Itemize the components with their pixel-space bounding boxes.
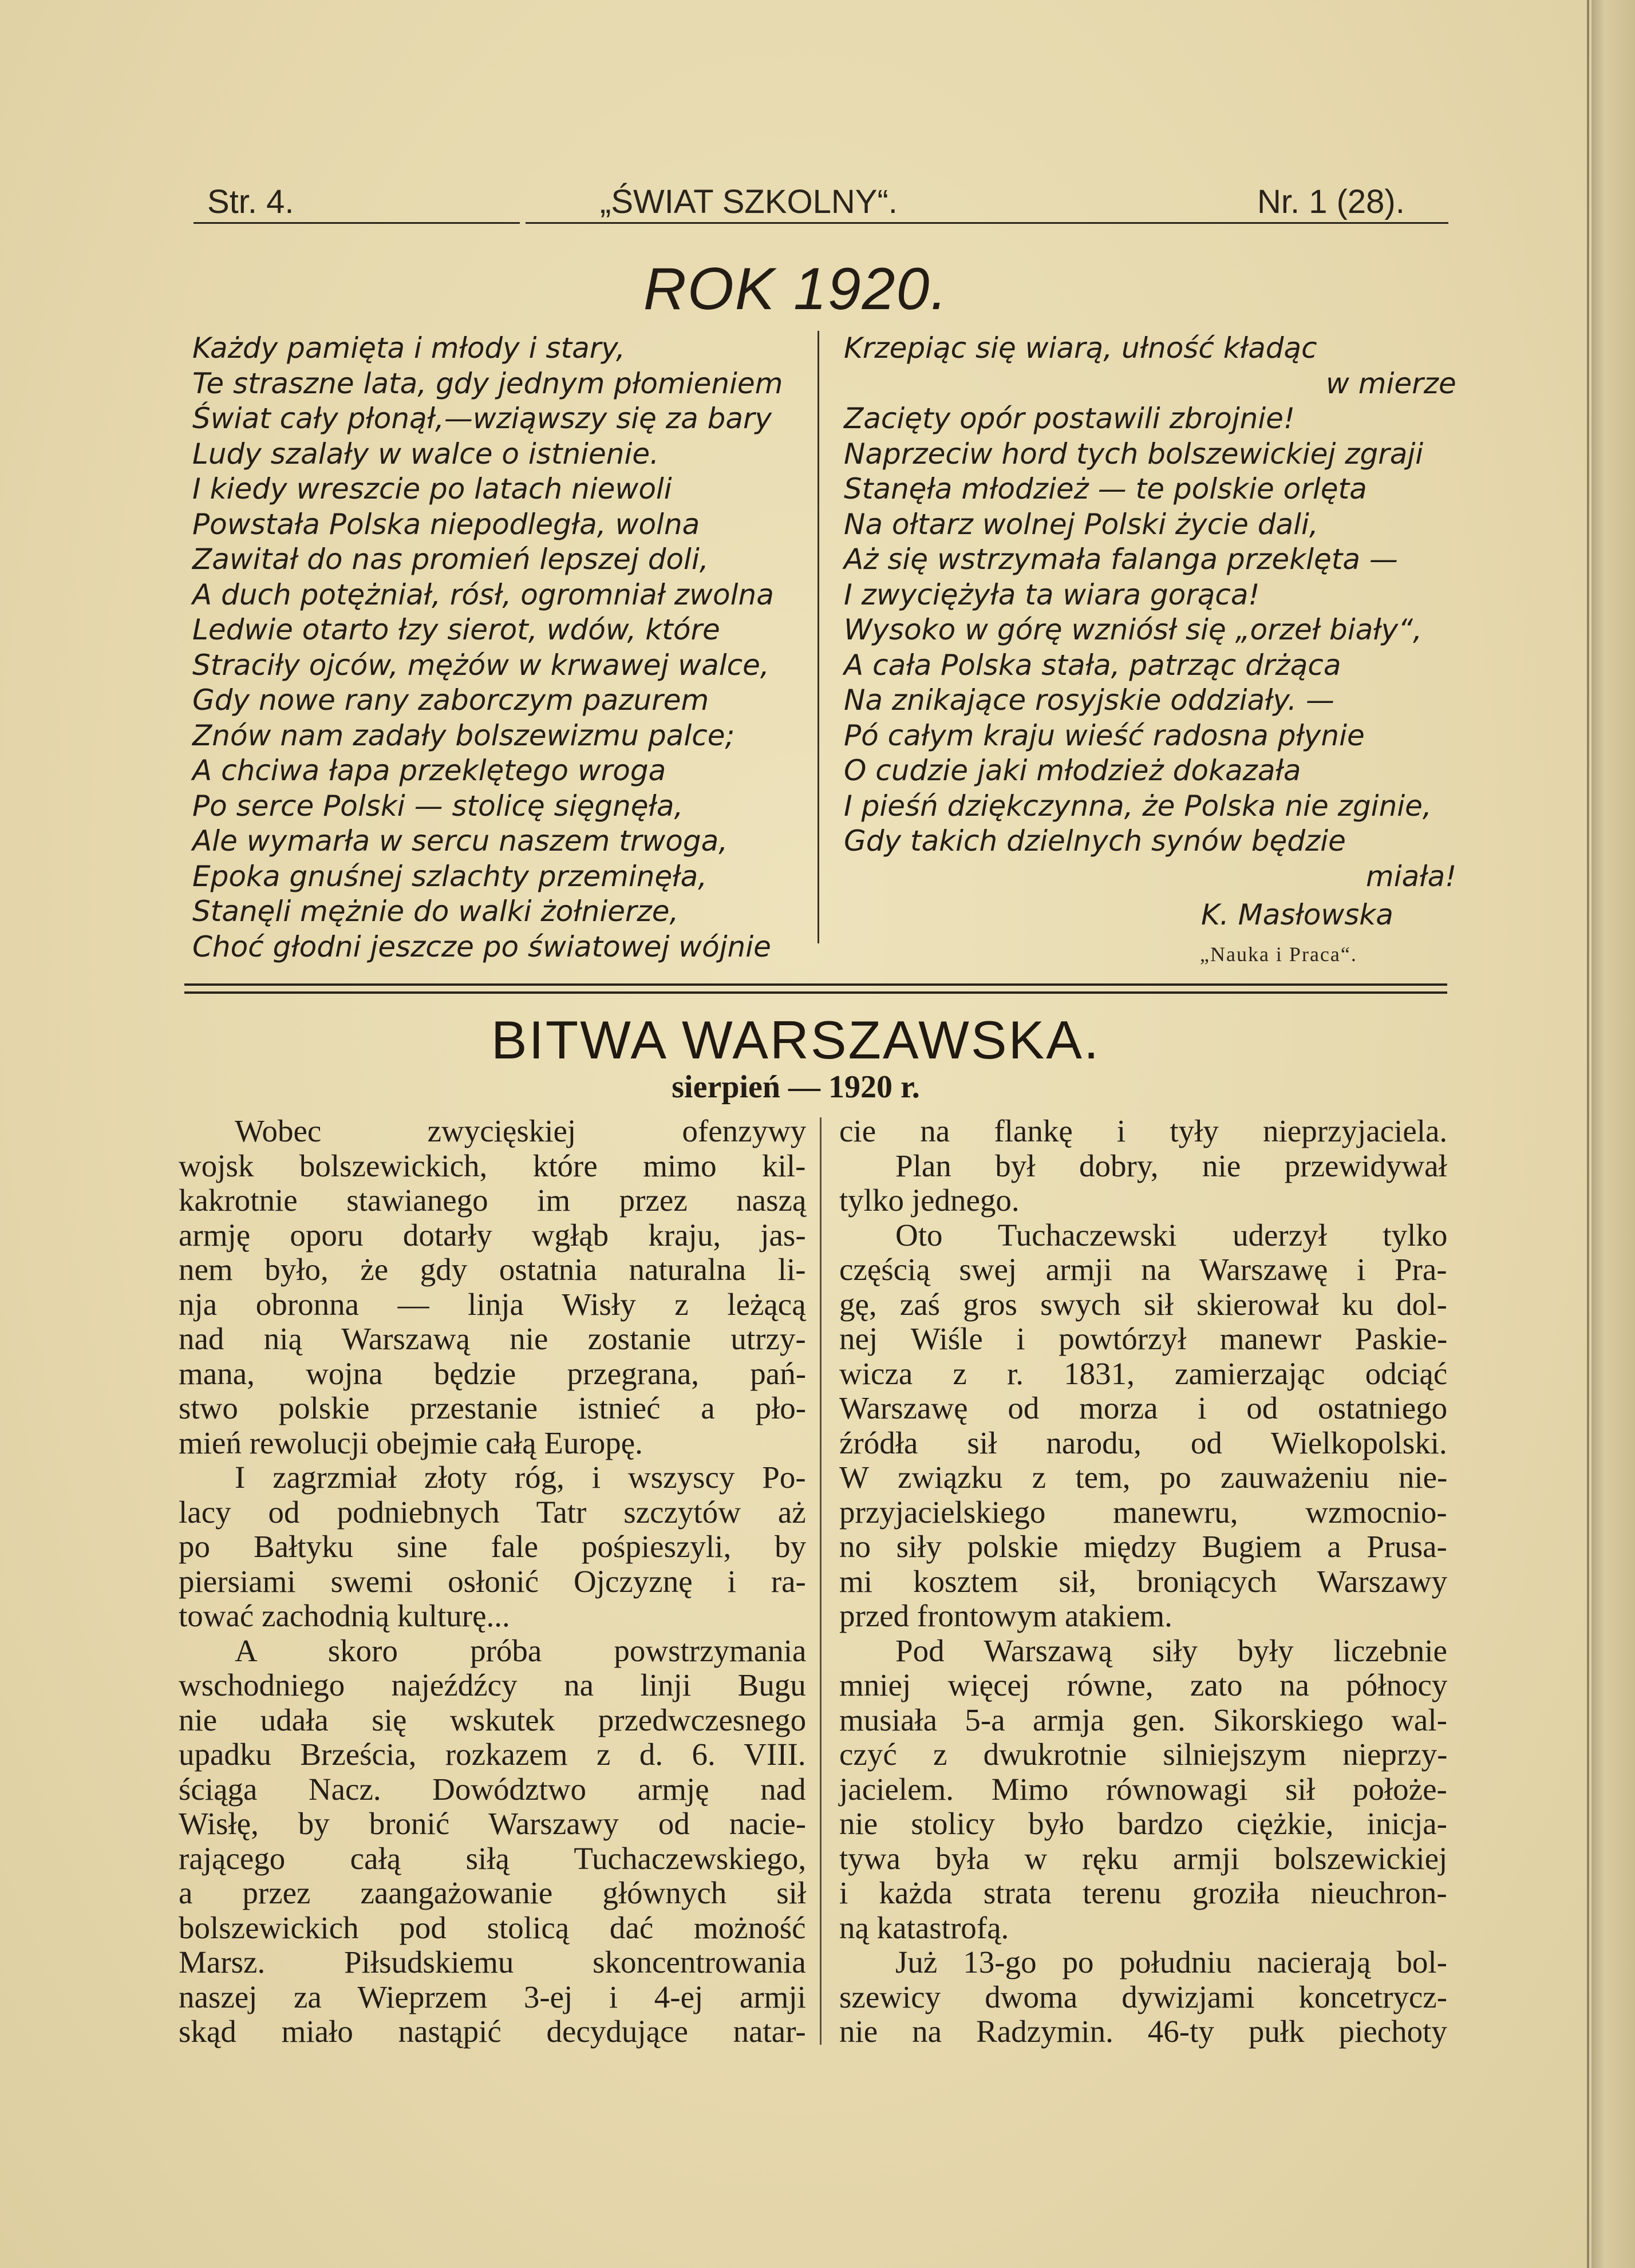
text-line: Pó całym kraju wieść radosna płynie <box>844 718 1365 752</box>
text-line: po Bałtyku sine fale pośpieszyli, by <box>179 1529 807 1564</box>
text-line: stwo polskie przestanie istnieć a pło- <box>179 1390 807 1425</box>
text-line: wicza z r. 1831, zamierzając odciąć <box>839 1356 1448 1391</box>
text-line: tylko jednego. <box>839 1183 1020 1218</box>
text-line: Te straszne lata, gdy jednym płomieniem <box>192 366 783 400</box>
text-line: Zawitał do nas promień lepszej doli, <box>192 543 709 576</box>
article-column-divider <box>820 1117 822 2045</box>
text-line: Oto Tuchaczewski uderzył tylko <box>895 1217 1448 1252</box>
text-line: musiała 5-a armja gen. Sikorskiego wal- <box>839 1702 1447 1737</box>
article-left-column <box>179 1114 806 2053</box>
text-line: Stanęła młodzież — te polskie orlęta <box>844 472 1367 505</box>
text-line: Ledwie otarto łzy sierot, wdów, które <box>192 613 720 646</box>
text-line: ną katastrofą. <box>839 1910 1009 1945</box>
text-line: nej Wiśle i powtórzył manewr Paskie- <box>839 1321 1448 1356</box>
text-line: mniej więcej równe, zato na północy <box>839 1668 1448 1702</box>
text-line: Warszawę od morza i od ostatniego <box>839 1390 1448 1425</box>
article-subtitle: sierpień — 1920 r. <box>672 1069 920 1105</box>
text-line: I pieśń dziękczynna, że Polska nie zginie, <box>844 789 1432 823</box>
text-line: mień rewolucji obejmie całą Europę. <box>179 1425 643 1460</box>
section-rule-bottom <box>184 991 1447 994</box>
text-line: Straciły ojców, mężów w krwawej walce, <box>192 648 769 682</box>
text-line: przyjacielskiego manewru, wzmocnio- <box>839 1494 1447 1530</box>
page-border <box>1587 0 1589 2268</box>
text-line: rającego całą siłą Tuchaczewskiego, <box>179 1840 807 1876</box>
text-line: no siły polskie między Bugiem a Prusa- <box>839 1529 1447 1564</box>
text-line: Krzepiąc się wiarą, ułność kładąc <box>844 331 1317 365</box>
text-line: A duch potężniał, rósł, ogromniał zwolna <box>192 578 774 611</box>
text-line: Każdy pamięta i młody i stary, <box>192 331 625 365</box>
page-number: Str. 4. <box>207 183 294 220</box>
section-rule-top <box>184 983 1447 986</box>
text-line: wojsk bolszewickich, które mimo kil- <box>179 1148 806 1183</box>
text-line: częścią swej armji na Warszawę i Pra- <box>839 1252 1447 1287</box>
next-page-edge <box>1591 0 1635 2268</box>
text-line: Po serce Polski — stolicę sięgnęła, <box>192 789 684 823</box>
text-line: I kiedy wreszcie po latach niewoli <box>192 472 672 505</box>
text-line: Świat cały płonął,—wziąwszy się za bary <box>192 402 772 435</box>
text-line: piersiami swemi osłonić Ojczyznę i ra- <box>179 1563 806 1599</box>
text-line: a przez zaangażowanie głównych sił <box>179 1875 807 1910</box>
text-line: szewicy dwoma dywizjami koncetrycz- <box>839 1979 1448 2014</box>
text-line: Już 13-go po południu nacierają bol- <box>895 1945 1447 1979</box>
text-line: Stanęli mężnie do walki żołnierze, <box>192 895 679 928</box>
text-line: mana, wojna będzie przegrana, pań- <box>179 1356 807 1391</box>
text-line: nem było, że gdy ostatnia naturalna li- <box>179 1252 806 1287</box>
poem-column-divider <box>818 331 819 943</box>
poem-source: „Nauka i Praca“. <box>1200 943 1357 966</box>
text-line: wschodniego najeźdźcy na linji Bugu <box>179 1668 806 1702</box>
text-line: Powstała Polska niepodległa, wolna <box>192 507 700 541</box>
text-line: jacielem. Mimo równowagi sił położe- <box>839 1771 1447 1807</box>
article-title: BITWA WARSZAWSKA. <box>491 1010 1101 1070</box>
text-line: nie stolicy było bardzo ciężkie, inicja- <box>839 1806 1447 1841</box>
article-right-column <box>839 1114 1447 2053</box>
header-rule-left <box>193 222 520 224</box>
text-line: Ale wymarła w sercu naszem trwoga, <box>192 824 728 858</box>
text-line: armję oporu dotarły wgłąb kraju, jas- <box>179 1217 806 1252</box>
text-line: I zagrzmiał złoty róg, i wszyscy Po- <box>235 1460 806 1495</box>
text-line: i każda strata terenu groziła nieuchron- <box>839 1875 1447 1910</box>
text-line: tować zachodnią kulturę... <box>179 1598 510 1633</box>
text-line: Wisłę, by bronić Warszawy od nacie- <box>179 1806 807 1841</box>
text-line: cie na flankę i tyły nieprzyjaciela. <box>839 1113 1448 1148</box>
text-line: nja obronna — linja Wisły z leżącą <box>179 1286 806 1322</box>
text-line: W związku z tem, po zauważeniu nie- <box>839 1460 1448 1495</box>
text-line: Wobec zwycięskiej ofenzywy <box>235 1113 807 1148</box>
text-line: A skoro próba powstrzymania <box>235 1633 807 1668</box>
text-line: Choć głodni jeszcze po światowej wójnie <box>192 930 771 963</box>
text-line: I zwyciężyła ta wiara gorąca! <box>844 578 1260 611</box>
text-line: Aż się wstrzymała falanga przeklęta — <box>844 543 1398 576</box>
text-line: czyć z dwukrotnie silniejszym nieprzy- <box>839 1737 1448 1772</box>
text-line: Wysoko w górę wzniósł się „orzeł biały“, <box>844 613 1422 646</box>
text-line: Ludy szalały w walce o istnienie. <box>192 437 659 471</box>
text-line: upadku Brześcia, rozkazem z d. 6. VIII. <box>179 1737 806 1772</box>
text-line: lacy od podniebnych Tatr szczytów aż <box>179 1494 806 1530</box>
poem-left-column <box>192 331 816 961</box>
header-rule-right <box>526 222 1448 224</box>
text-line: Gdy takich dzielnych synów będzie <box>844 824 1346 858</box>
text-line: naszej za Wieprzem 3-ej i 4-ej armji <box>179 1979 806 2014</box>
text-line: Na znikające rosyjskie oddziały. — <box>844 683 1334 717</box>
text-line: nie udała się wskutek przedwczesnego <box>179 1702 807 1737</box>
text-line: Plan był dobry, nie przewidywał <box>895 1148 1447 1183</box>
poem-right-column <box>844 331 1456 961</box>
issue-number: Nr. 1 (28). <box>1257 183 1405 220</box>
text-line: kakrotnie stawianego im przez naszą <box>179 1183 807 1218</box>
text-line: nie na Radzymin. 46-ty pułk piechoty <box>839 2014 1447 2049</box>
text-line: bolszewickich pod stolicą dać możność <box>179 1910 806 1945</box>
text-line: tywa była w ręku armji bolszewickiej <box>839 1840 1448 1876</box>
text-line: Zacięty opór postawili zbrojnie! <box>844 402 1295 435</box>
text-line: Gdy nowe rany zaborczym pazurem <box>192 683 709 717</box>
text-line: miała! <box>1366 859 1457 893</box>
text-line: A cała Polska stała, patrząc drżąca <box>844 648 1341 682</box>
journal-title: „ŚWIAT SZKOLNY“. <box>600 183 898 220</box>
text-line: Epoka gnuśnej szlachty przeminęła, <box>192 859 708 893</box>
text-line: Pod Warszawą siły były liczebnie <box>895 1633 1447 1668</box>
text-line: skąd miało nastąpić decydujące natar- <box>179 2014 806 2049</box>
text-line: gę, zaś gros swych sił skierował ku dol- <box>839 1286 1447 1322</box>
text-line: Marsz. Piłsudskiemu skoncentrowania <box>179 1945 806 1979</box>
text-line: Naprzeciw hord tych bolszewickiej zgraji <box>844 437 1424 471</box>
text-line: O cudzie jaki młodzież dokazała <box>844 754 1301 787</box>
poem-author: K. Masłowska <box>1201 898 1393 931</box>
text-line: Znów nam zadały bolszewizmu palce; <box>192 718 735 752</box>
poem-title: ROK 1920. <box>643 256 949 322</box>
text-line: A chciwa łapa przeklętego wroga <box>192 754 666 787</box>
text-line: źródła sił narodu, od Wielkopolski. <box>839 1425 1447 1460</box>
text-line: Na ołtarz wolnej Polski życie dali, <box>844 507 1318 541</box>
text-line: ściąga Nacz. Dowództwo armję nad <box>179 1771 806 1807</box>
text-line: nad nią Warszawą nie zostanie utrzy- <box>179 1321 806 1356</box>
text-line: przed frontowym atakiem. <box>839 1598 1172 1633</box>
text-line: w mierze <box>1326 366 1456 400</box>
text-line: mi kosztem sił, broniących Warszawy <box>839 1563 1448 1599</box>
